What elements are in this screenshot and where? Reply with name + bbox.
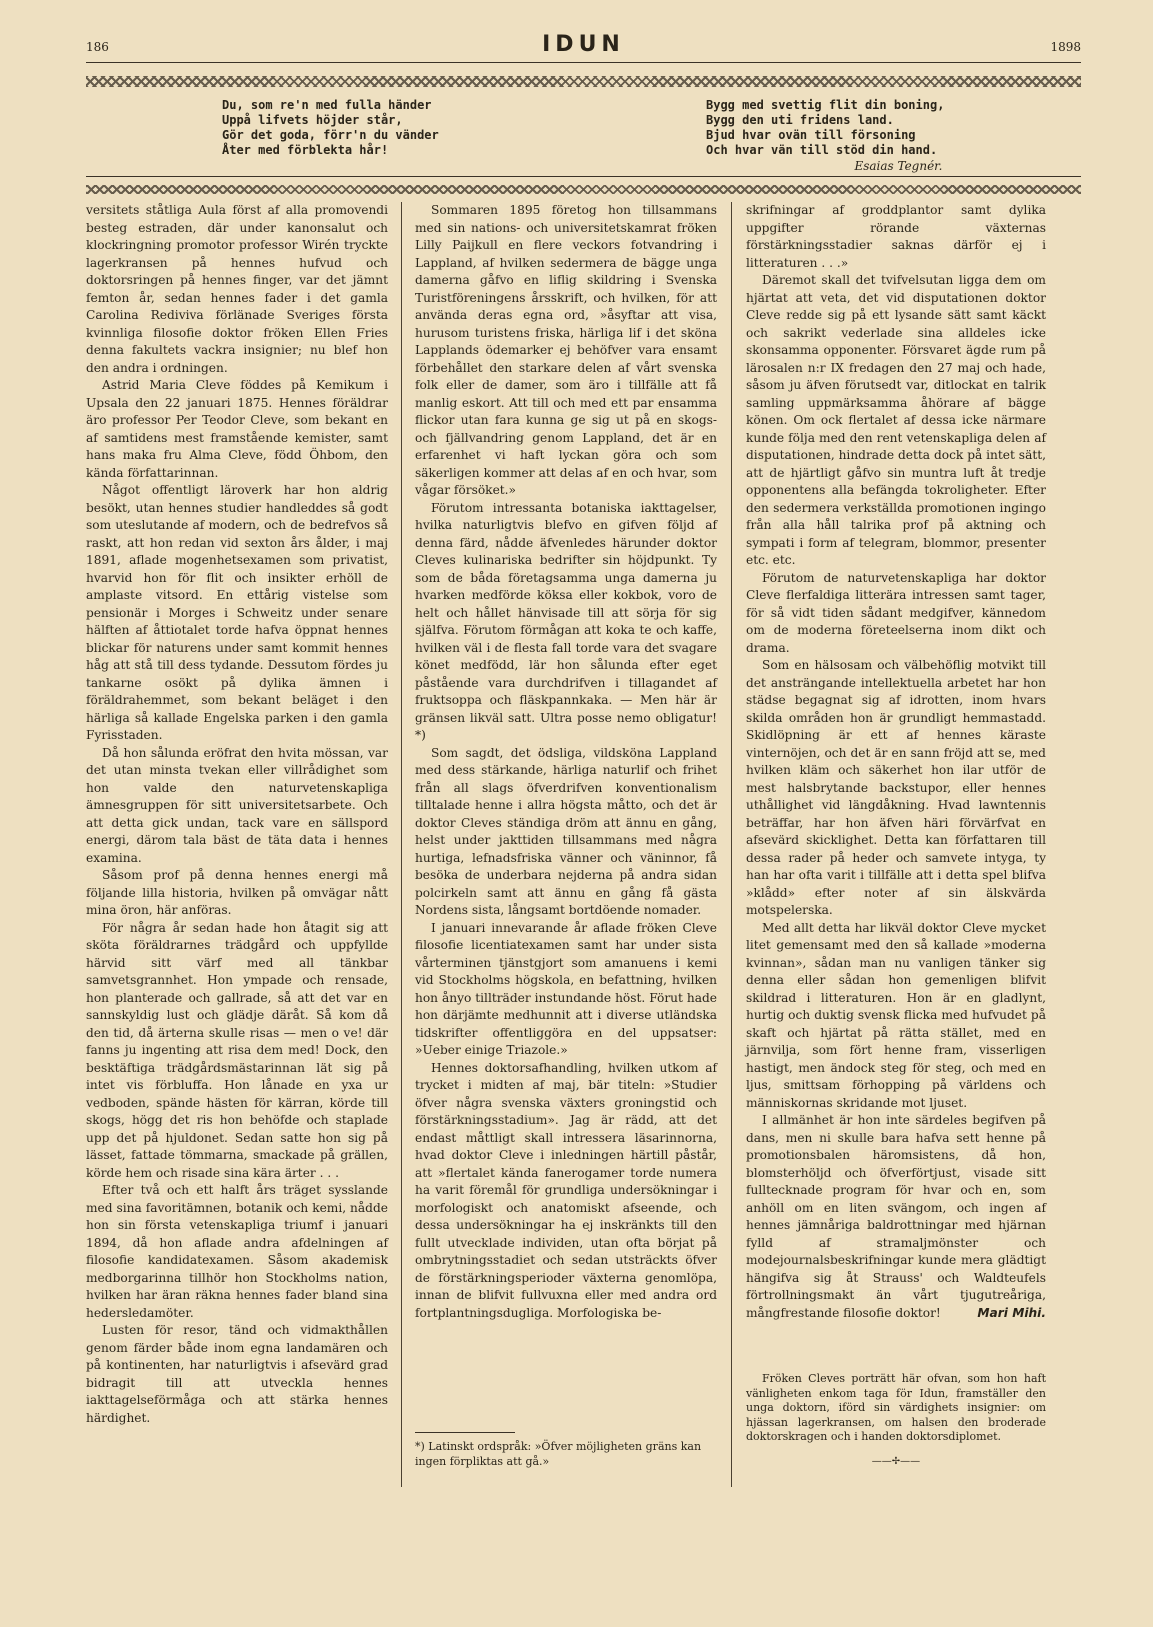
- paragraph: För några år sedan hade hon åtagit sig att sköta föräldrarnes trädgård och uppfyllde härvid sitt värf med all tänkbar samvetsgrannhet. Hon ympade och rensade, hon planterade och gallrade, så att det var en sannskyldig lust och glädje däråt. Så kom då den tid, då ärterna skulle risas — men o ve! där fanns ju ingenting att risa dem med! Dock, den besktäftiga trädgårdsmästarinnan lät sig på intet vis förbluffa. Hon lånade en yxa ur vedboden, spände hästen för kärran, körde till skogs, högg det ris hon behöfde och staplade upp det på hjuldonet. Sedan satte hon sig på lässet, fattade tömmarna, smackade på grällen, körde hem och risade sina kära ärter . . .: [86, 920, 388, 1180]
- poem-line: Uppå lifvets höjder står,: [222, 113, 403, 127]
- poem-line: Bygg den uti fridens land.: [706, 113, 894, 127]
- page-header: [86, 28, 1081, 68]
- paragraph: I januari innevarande år aflade fröken Cleve filosofie licentiatexamen samt har under sista vårterminen tjänstgjort som amanuens i kemi vid Stockholms högskola, en befattning, hvilken hon ånyo tillträder instundande höst. Förut hade hon därjämte medhunnit att i diverse utländska tidskrifter offentliggöra en del uppsatser: »Ueber einige Triazole.»: [415, 920, 717, 1057]
- poem-block: [86, 98, 1081, 178]
- paragraph: versitets ståtliga Aula först af alla promovendi besteg estraden, där under kanonsalut och klockringning promotor professor Wirén tryckte lagerkransen på hennes hufvud och doktorsringen på hennes finger, var det jämnt femton år, sedan hennes fader i det gamla Carolina Rediviva förlänade Sveriges första kvinnliga filosofie doktor fröken Ellen Fries denna fakultets vackra insignier; nu blef hon den andra i ordningen.: [86, 203, 388, 375]
- ornamental-border-top: [86, 76, 1081, 87]
- paragraph: Hennes doktorsafhandling, hvilken utkom af trycket i midten af maj, bär titeln: »Studier öfver några svenska växters groningstid och förstärkningsstadium». Jag är rädd, att det endast måttligt skall intressera läsarinnorna, hvad doktor Cleve i inledningen härtill påstår, att »flertalet kända fanerogamer torde numera ha varit föremål för grundliga undersökningar i morfologiskt och anatomiskt afseende, och dessa undersökningar ha ej inskränkts till den fullt utvecklade individen, utan ofta börjat på ombrytningsstadiet och sedan utsträckts öfver de förstärkningsperioder växterna genomlöpa, innan de blifvit fullvuxna eller med andra ord fortplantningsdugliga. Morfologiska be-: [415, 1060, 717, 1320]
- poem-line: Bjud hvar ovän till försoning: [706, 128, 916, 142]
- paragraph: Som sagdt, det ödsliga, vildsköna Lappland med dess stärkande, härliga naturlif och frihet från all slags öfverdrifven konventionalism tilltalade henne i allra högsta måtto, och det är doktor Cleves ständiga dröm att ännu en gång, helst under jakttiden tillsammans med några hurtiga, lefnadsfriska vänner och väninnor, få besöka de underbara nejderna på andra sidan polcirkeln samt att ännu en gång få gästa Nordens sista, långsamt bortdöende nomader.: [415, 745, 717, 917]
- poem-line: Och hvar vän till stöd din hand.: [706, 143, 938, 157]
- author-signature: Mari Mihi.: [977, 1305, 1046, 1320]
- page-number: 186: [86, 40, 109, 54]
- poem-stanza-left: [222, 98, 439, 158]
- article-column-2: [415, 202, 717, 1322]
- footnote-text: *) Latinskt ordspråk: »Öfver möjligheten gräns kan ingen förpliktas att gå.»: [415, 1440, 702, 1468]
- paragraph: Förutom intressanta botaniska iakttagelser, hvilka naturligtvis blefvo en gifven följd af denna färd, nådde äfvenledes härunder doktor Cleves kulinariska bedrifter sin höjdpunkt. Ty som de båda företagsamma unga damerna ju hvarken medförde köksa eller kokbok, voro de helt och hållet hänvisade till att sörja för sig själfva. Förutom förmågan att koka te och kaffe, hvilken väl i de flesta fall torde vara det svagare könet medfödd, lär hon sålunda efter eget påstående vara durchdrifven i tillagandet af fruktsoppa och fläskpannkaka. — Men här är gränsen likväl satt. Ultra posse nemo obligatur! *): [415, 500, 717, 742]
- poem-line: Bygg med svettig flit din boning,: [706, 98, 945, 112]
- end-ornament: ——✢——: [871, 1455, 921, 1467]
- paragraph: Förutom de naturvetenskapliga har doktor Cleve flerfaldiga litterära intressen samt tager, för så vidt tiden sådant medgifver, kännedom om de moderna företeelserna inom dikt och drama.: [746, 570, 1046, 655]
- paragraph: skrifningar af groddplantor samt dylika uppgifter rörande växternas förstärkningsstadier saknas därför ej i litteraturen . . .»: [746, 203, 1046, 270]
- poem-line: Åter med förblekta hår!: [222, 143, 389, 157]
- poem-author: Esaias Tegnér.: [854, 159, 943, 173]
- paragraph: Astrid Maria Cleve föddes på Kemikum i Upsala den 22 januari 1875. Hennes föräldrar äro professor Per Teodor Cleve, som bekant en af samtidens mest framstående kemister, samt hans maka fru Alma Cleve, född Öhbom, den kända författarinnan.: [86, 378, 388, 480]
- masthead-title: IDUN: [542, 32, 625, 57]
- poem-line: Gör det goda, förr'n du vänder: [222, 128, 439, 142]
- paragraph: Sommaren 1895 företog hon tillsammans med sin nations- och universitetskamrat fröken Lilly Paijkull en flere veckors fotvandring i Lappland, af hvilken sedermera de bägge unga damerna gåfvo en liflig skildring i Svenska Turistföreningens årsskrift, och hvilken, för att använda deras egna ord, »åsyftar att visa, hurusom turistens friska, härliga lif i det sköna Lapplands ödemarker ej behöfver vara ensamt förbehållet den starkare delen af vårt svenska folk eller de damer, som äro i tillfälle att få manlig eskort. Att till och med ett par ensamma flickor utan fara kunna ge sig ut på en skogs- och fjällvandring genom Lappland, det är en erfarenhet vi haft lyckan göra och som säkerligen kommer att delas af en och hvar, som vågar försöket.»: [415, 203, 717, 497]
- footnote: [415, 1432, 717, 1469]
- article-column-3: [746, 202, 1046, 1322]
- footnote-rule: [415, 1432, 515, 1433]
- caption-text: Fröken Cleves porträtt här ofvan, som hon haft vänligheten enkom taga för Idun, framställer den unga doktorn, iförd sin värdighets insignier: om hjässan lagerkransen, om halsen den broderade doktorskragen och i handen doktorsdiplomet.: [746, 1372, 1046, 1443]
- column-divider: [401, 202, 402, 1487]
- poem-rule: [86, 176, 1081, 177]
- column-divider: [731, 202, 732, 1487]
- article-column-1: [86, 202, 388, 1427]
- paragraph: Såsom prof på denna hennes energi må följande lilla historia, hvilken på omvägar nått mina öron, här anföras.: [86, 868, 388, 917]
- ornamental-border-bottom: [86, 185, 1081, 194]
- poem-stanza-right: [706, 98, 944, 174]
- paragraph: Något offentligt läroverk har hon aldrig besökt, utan hennes studier handleddes så godt som uteslutande af modern, och de bedrefvos så raskt, att hon redan vid sexton års ålder, i maj 1891, aflade mogenhetsexamen som privatist, hvarvid hon för flit och insikter erhöll de amplaste vitsord. En ettårig vistelse som pensionär i Morges i Schweitz under senare hälften af åttiotalet torde hafva öppnat hennes blickar för naturens under samt kommit hennes håg att stå till dess tydande. Dessutom fördes ju tankarne osökt på dylika ämnen i föräldrahemmet, som bekant beläget i den härliga så kallade Engelska parken i den gamla Fyrisstaden.: [86, 483, 388, 742]
- paragraph: Som en hälsosam och välbehöflig motvikt till det ansträngande intellektuella arbetet har hon städse begagnat sig af idrotten, inom hvars skilda områden hon är grundligt hemmastadd. Skidlöpning är ett af hennes käraste vinternöjen, och det är en sann fröjd att se, med hvilken kläm och säkerhet hon ilar utför de mest halsbrytande backstupor, eller hennes uthållighet vid längdåkning. Hvad lawntennis beträffar, har hon äfven häri förvärfvat en afsevärd skicklighet. Detta kan författaren till dessa rader på heder och samvete intyga, ty han har ofta varit i tillfälle att i detta spel blifva »klådd» efter noter af sin älskvärda motspelerska.: [746, 658, 1046, 917]
- header-rule: [86, 62, 1081, 63]
- portrait-caption: [746, 1372, 1046, 1469]
- paragraph: Då hon sålunda eröfrat den hvita mössan, var det utan minsta tvekan eller villrådighet som hon valde den naturvetenskapliga ämnesgruppen för sitt universitetsarbete. Och att detta gick undan, tack vare en sällspord energi, därom tala bäst de täta data i hennes examina.: [86, 745, 388, 865]
- paragraph: [746, 1112, 1046, 1322]
- poem-line: Du, som re'n med fulla händer: [222, 98, 432, 112]
- paragraph: Efter två och ett halft års träget sysslande med sina favoritämnen, botanik och kemi, nådde hon sin första vetenskapliga triumf i januari 1894, då hon aflade andra afdelningen af filosofie kandidatexamen. Såsom akademisk medborgarinna tillhör hon Stockholms nation, hvilken har äran räkna hennes fader bland sina hedersledamöter.: [86, 1183, 388, 1320]
- paragraph: Lusten för resor, tänd och vidmakthållen genom färder både inom egna landamären och på kontinenten, har naturligtvis i afsevärd grad bidragit till att utveckla hennes iakttagelseförmåga och att stärka hennes härdighet.: [86, 1323, 388, 1425]
- paragraph: Med allt detta har likväl doktor Cleve mycket litet gemensamt med den så kallade »moderna kvinnan», sådan man nu vanligen tänker sig denna eller sådan hon gemenligen blifvit skildrad i litteraturen. Hon är en gladlynt, hurtig och duktig svensk flicka med hufvudet på skaft och hjärtat på rätta stället, med en järnvilja, som fört henne fram, visserligen hastigt, men ändock steg för steg, och med en ljus, smittsam förhopping på världens och människornas skridande mot ljuset.: [746, 920, 1046, 1110]
- issue-year: 1898: [1050, 40, 1081, 54]
- paragraph: Däremot skall det tvifvelsutan ligga dem om hjärtat att veta, det vid disputationen doktor Cleve redde sig på ett lysande sätt samt käckt och sakrikt vederlade sina alldeles icke skonsamma opponenter. Försvaret ägde rum på lärosalen n:r IX fredagen den 27 maj och hade, såsom ju äfven förutsedt var, ditlockat en talrik samling uppmärksamma åhörare af bägge könen. Om ock flertalet af dessa icke närmare kunde följa med den rent vetenskapliga delen af disputationen, hindrade detta dock på intet sätt, att de hjärtligt gåfvo sin muntra luft åt tredje opponentens alla befängda tokroligheter. Efter den sedermera verkställda promotionen ingingo från alla håll talrika prof på aktning och sympati i form af telegram, blommor, presenter etc. etc.: [746, 273, 1046, 567]
- paragraph-text: I allmänhet är hon inte särdeles begifven på dans, men ni skulle bara hafva sett henne på promotionsbalen häromsistens, då hon, blomsterhöljd och öfverförtjust, visade sitt fulltecknade program för hvar och en, som anhöll om en liten svängom, och ingen af hennes jämnåriga baldrottningar med hjärnan fylld af stramaljmönster och modejournalsbeskrifningar kunde mera glädtigt hängifva sig åt Strauss' och Waldteufels förtrollningsmakt än vårt tjugutreåriga, mångfrestande filosofie doktor!: [746, 1113, 1046, 1320]
